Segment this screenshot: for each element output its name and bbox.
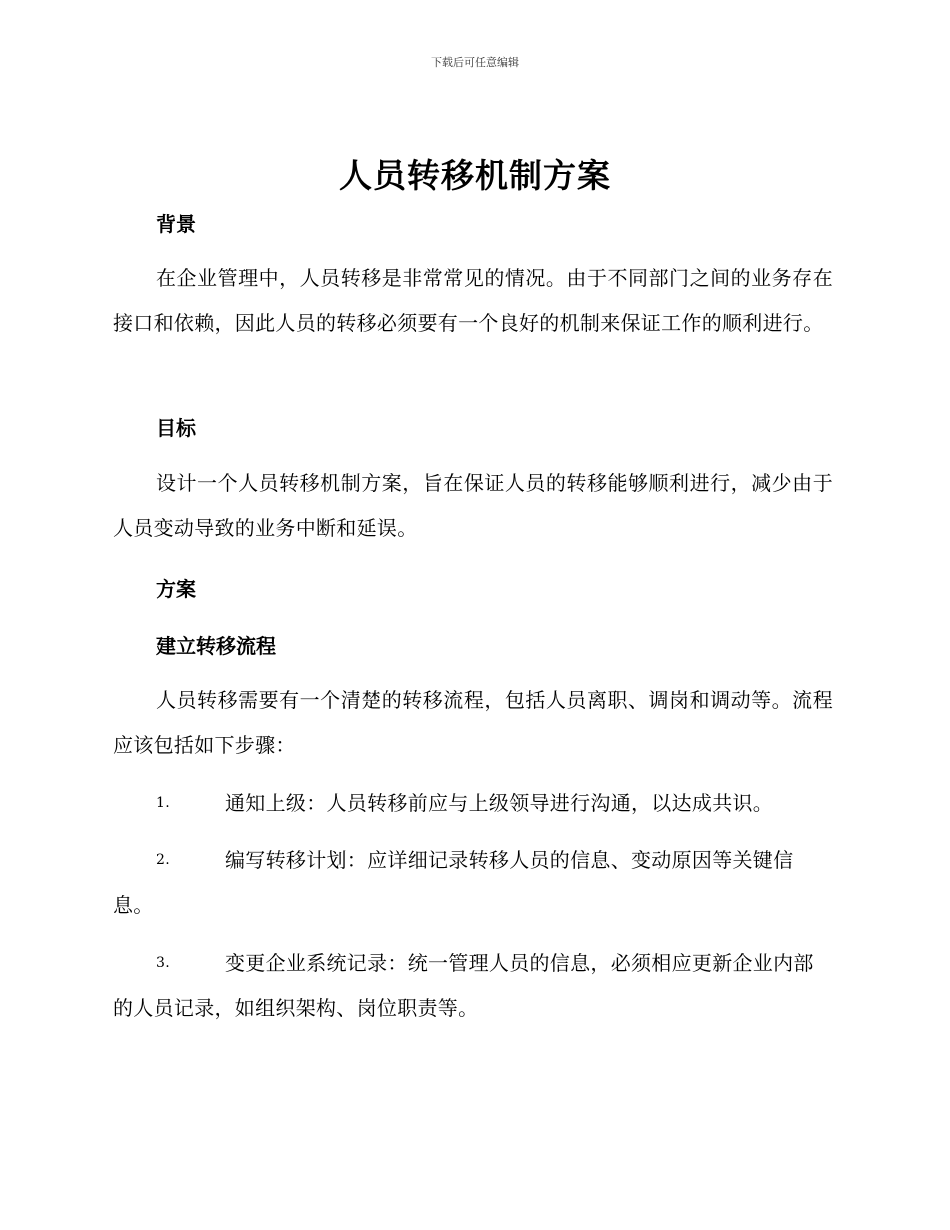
list-item-step-1 (113, 781, 833, 826)
paragraph-process: 人员转移需要有一个清楚的转移流程，包括人员离职、调岗和调动等。流程应该包括如下步骤： (113, 688, 833, 757)
section-heading-goal: 目标 (156, 416, 196, 440)
paragraph-goal: 设计一个人员转移机制方案，旨在保证人员的转移能够顺利进行，减少由于人员变动导致的业务中断和延误。 (113, 471, 833, 540)
page-header-note: 下载后可任意编辑 (431, 56, 519, 69)
step-text: 编写转移计划：应详细记录转移人员的信息、变动原因等关键信息。 (113, 848, 794, 917)
list-item-step-2 (113, 838, 833, 928)
section-heading-background: 背景 (156, 212, 196, 236)
step-number: 1. (156, 795, 170, 811)
step-number: 2. (156, 852, 170, 868)
step-text: 通知上级：人员转移前应与上级领导进行沟通，以达成共识。 (225, 791, 774, 815)
list-item-step-3 (113, 941, 833, 1031)
step-number: 3. (156, 955, 170, 971)
section-heading-plan: 方案 (156, 577, 196, 601)
paragraph-background: 在企业管理中，人员转移是非常常见的情况。由于不同部门之间的业务存在接口和依赖，因此人员的转移必须要有一个良好的机制来保证工作的顺利进行。 (113, 266, 833, 335)
document-title: 人员转移机制方案 (339, 156, 611, 195)
section-heading-process: 建立转移流程 (156, 634, 276, 658)
step-text: 变更企业系统记录：统一管理人员的信息，必须相应更新企业内部的人员记录，如组织架构、岗位职责等。 (113, 951, 814, 1020)
